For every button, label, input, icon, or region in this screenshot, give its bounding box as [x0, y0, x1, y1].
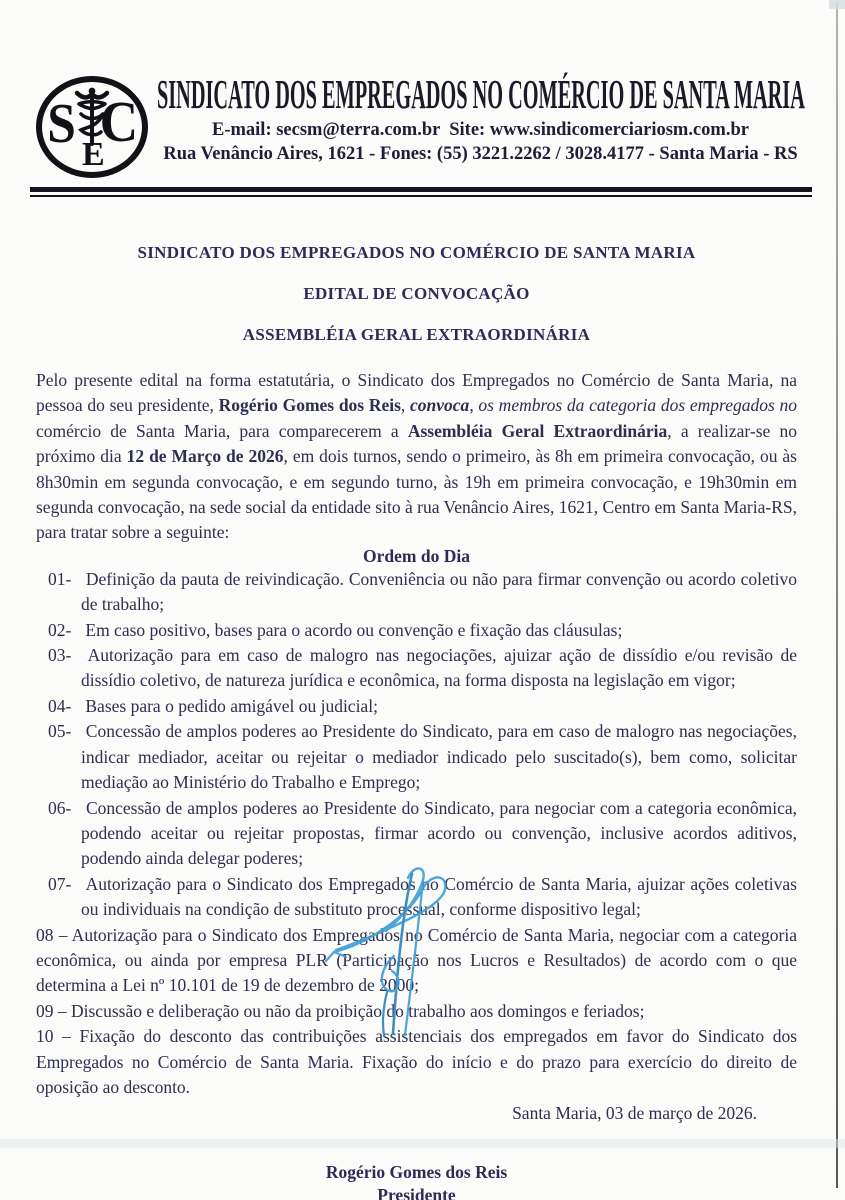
agenda-item-number: 10 – — [36, 1026, 71, 1047]
agenda-item: 08 – Autorização para o Sindicato dos Empregados no Comércio de Santa Maria, negociar com a categoria econômica, ou ainda por empresa PLR (Participação nos Lucros e Resultados) de acordo com o que determina a Lei nº 10.101 de 19 de dezembro de 2000; — [36, 924, 798, 996]
agenda-item-number: 01- — [48, 568, 72, 589]
intro-segment: convoca — [410, 395, 470, 416]
header-address-line: Rua Venâncio Aires, 1621 - Fones: (55) 3221.2262 / 3028.4177 - Santa Maria - RS — [163, 144, 798, 165]
agenda-item-number: 08 – — [36, 924, 68, 945]
doc-title-assembleia: ASSEMBLÉIA GERAL EXTRAORDINÁRIA — [242, 325, 591, 344]
sec-logo — [36, 76, 148, 178]
logo-letter-s: S — [47, 93, 76, 155]
intro-segment: , — [469, 395, 479, 416]
agenda-list — [36, 567, 797, 1101]
agenda-item: 01- Definição da pauta de reivindicação. Conveniência ou não para firmar convenção ou acordo coletivo de trabalho; — [48, 568, 797, 615]
intro-segment: Assembléia Geral Extraordinária — [407, 420, 668, 441]
header-rule — [30, 187, 812, 197]
intro-segment: comércio de Santa Maria, para comparecerem a — [36, 420, 408, 441]
intro-segment: Rogério Gomes dos Reis — [218, 395, 401, 416]
doc-title-edital: EDITAL DE CONVOCAÇÃO — [303, 284, 530, 303]
agenda-item: 04- Bases para o pedido amigável ou judicial; — [48, 694, 797, 719]
agenda-item-number: 02- — [48, 619, 72, 640]
signature-block — [36, 1161, 797, 1200]
agenda-item: 03- Autorização para em caso de malogro nas negociações, ajuizar ação de dissídio e/ou revisão de dissídio coletivo, de natureza jurídica e econômica, na forma disposta na legislação em vigor; — [48, 645, 797, 691]
intro-segment: 12 de Março de 2026 — [126, 446, 284, 467]
agenda-item-number: 04- — [48, 695, 72, 716]
intro-segment: , em dois turnos, sendo o primeiro, às 8h em primeira convocação, ou às 8h30min em segunda convocação, e em segundo turno, às 19h em primeira convocação, e 19h30min em segunda convocação, na sede social da entidade sito à rua Venâncio Aires, 1621, Centro em Santa Maria-RS, para tratar sobre a seguinte: — [36, 446, 797, 543]
dateline: Santa Maria, 03 de março de 2026. — [512, 1103, 757, 1124]
agenda-item: 10 – Fixação do desconto das contribuições assistenciais dos empregados em favor do Sindicato dos Empregados no Comércio de Santa Maria. Fixação do início e do prazo para exercício do direito de oposição ao desconto. — [36, 1026, 798, 1097]
signer-role: Presidente — [377, 1184, 456, 1200]
agenda-item-number: 06- — [48, 797, 72, 818]
signer-name: Rogério Gomes dos Reis — [325, 1161, 508, 1182]
agenda-item: 07- Autorização para o Sindicato dos Empregados no Comércio de Santa Maria, ajuizar ações coletivas ou individuais na condição de substituto processual, conforme dispositivo legal; — [48, 873, 797, 920]
agenda-item: 05- Concessão de amplos poderes ao Presidente do Sindicato, para em caso de malogro nas negociações, indicar mediador, aceitar ou rejeitar o mediador indicado pelo suscitado(s), bem como, solicitar mediação ao Ministério do Trabalho e Emprego; — [48, 721, 797, 793]
intro-segment: Pelo presente edital na forma estatutária, o Sindicato dos Empregados no Comércio de Santa Maria, na pessoa do seu presidente, — [36, 370, 797, 416]
scan-edge-artifact — [836, 2, 838, 1188]
doc-title-org: SINDICATO DOS EMPREGADOS NO COMÉRCIO DE SANTA MARIA — [137, 243, 696, 262]
agenda-heading: Ordem do Dia — [363, 545, 470, 566]
logo-letter-c: C — [99, 89, 139, 154]
agenda-item-number: 05- — [48, 721, 72, 742]
intro-segment: , a realizar-se no próximo dia — [36, 420, 797, 467]
agenda-item: 02- Em caso positivo, bases para o acordo ou convenção e fixação das cláusulas; — [48, 618, 797, 643]
intro-segment: , — [400, 395, 411, 416]
agenda-item-number: 03- — [48, 645, 72, 666]
logo-letter-e: E — [82, 136, 105, 173]
header-contact-line: E-mail: secsm@terra.com.br Site: www.sindicomerciariosm.com.br — [212, 120, 749, 140]
agenda-item-number: 09 – — [36, 1000, 67, 1021]
org-name: SINDICATO DOS EMPREGADOS NO COMÉRCIO DE SANTA MARIA — [156, 71, 805, 117]
intro-segment: os membros da categoria dos empregados no — [478, 395, 798, 416]
agenda-item: 06- Concessão de amplos poderes ao Presidente do Sindicato, para negociar com a categoria econômica, podendo aceitar ou rejeitar propostas, firmar acordo ou convenção, inclusive acordos aditivos, podendo ainda delegar poderes; — [48, 797, 797, 869]
agenda-item: 09 – Discussão e deliberação ou não da proibição do trabalho aos domingos e feriados; — [36, 1000, 645, 1021]
intro-paragraph — [36, 368, 797, 546]
scan-band-artifact — [0, 1139, 845, 1148]
agenda-item-number: 07- — [48, 873, 72, 894]
scan-corner-artifact — [829, 0, 845, 9]
document-body — [0, 243, 845, 1200]
letterhead — [0, 0, 845, 178]
